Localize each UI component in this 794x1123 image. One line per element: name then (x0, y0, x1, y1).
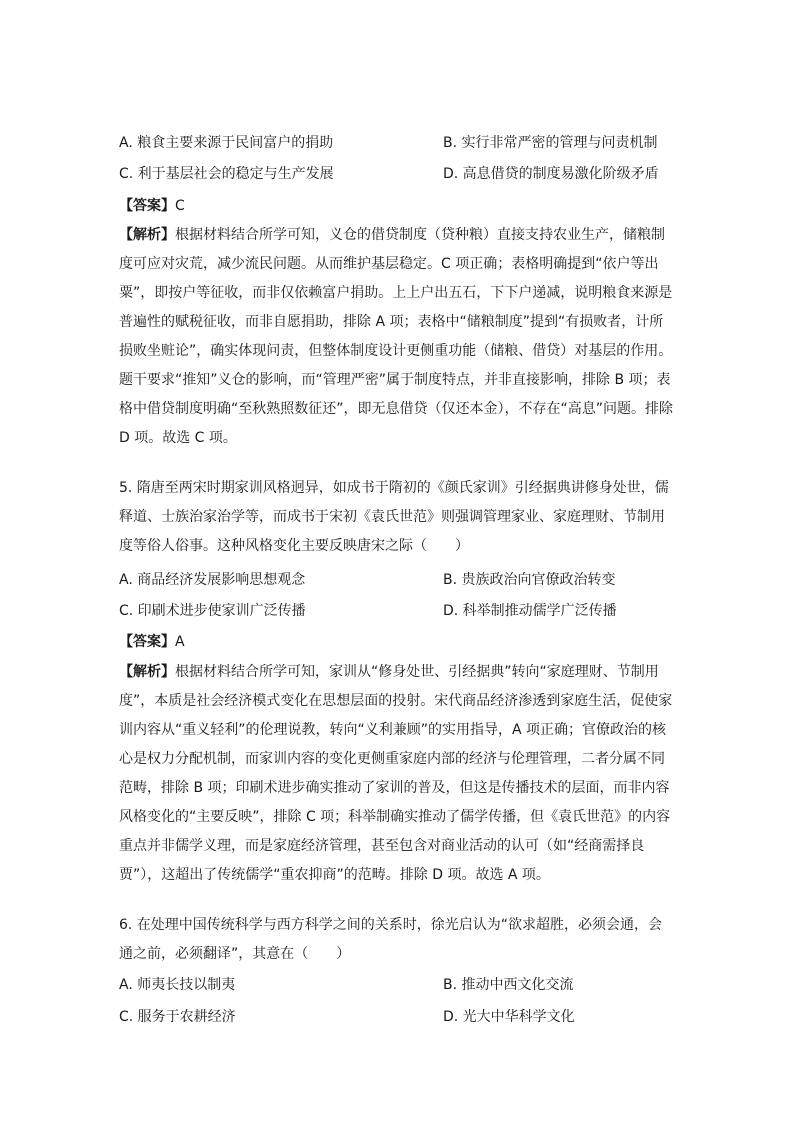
analysis-tag: 【解析】 (119, 227, 175, 243)
analysis-line: 普遍性的赋税征收，而非自愿捐助，排除 A 项；表格中“储粮制度”提到“有损败者，计所 (119, 314, 664, 330)
q5-stem (119, 474, 679, 561)
analysis-line: 题干要求“推知”义仓的影响，而“管理严密”属于制度特点，并非直接影响，排除 B 项；表 (119, 372, 671, 388)
analysis-line: 范畴，排除 B 项；印刷术进步确实推动了家训的普及，但这是传播技术的层面，而非内容 (119, 780, 670, 796)
q6-option-d: D. 光大中华科学文化 (443, 1009, 575, 1025)
analysis-tag: 【解析】 (119, 664, 175, 680)
q5-answer (119, 632, 185, 652)
q6-option-b: B. 推动中西文化交流 (443, 977, 574, 993)
stem-line: 通之前，必须翻译”，其意在（ ） (119, 946, 351, 962)
q4-analysis (119, 221, 679, 453)
q5-option-a: A. 商品经济发展影响思想观念 (119, 572, 306, 588)
answer-tag: 【答案】 (119, 198, 175, 214)
q4-answer (119, 196, 185, 216)
analysis-line: 粟”，即按户等征收，而非仅依赖富户捐助。上上户出五石，下下户递减，说明粮食来源是 (119, 285, 673, 301)
analysis-line: 重点并非儒学义理，而是家庭经济管理，甚至包含对商业活动的认可（如“经商需择良 (119, 838, 645, 854)
q5-option-b: B. 贵族政治向官僚政治转变 (443, 572, 616, 588)
analysis-line: 损败坐赃论”，确实体现问责，但整体制度设计更侧重功能（储粮、借贷）对基层的作用。 (119, 343, 673, 359)
analysis-line: 度”，本质是社会经济模式变化在思想层面的投射。宋代商品经济渗透到家庭生活，促使家 (119, 693, 673, 709)
analysis-line: 心是权力分配机制，而家训内容的变化更侧重家庭内部的经济与伦理管理，二者分属不同 (119, 751, 665, 767)
stem-line: 5. 隋唐至两宋时期家训风格迥异，如成书于隋初的《颜氏家训》引经据典讲修身处世，儒 (119, 480, 669, 496)
q6-option-a: A. 师夷长技以制夷 (119, 977, 236, 993)
analysis-line: 根据材料结合所学可知，义仓的借贷制度（贷种粮）直接支持农业生产，储粮制 (175, 227, 665, 243)
analysis-line: 根据材料结合所学可知，家训从“修身处世、引经据典”转向“家庭理财、节制用 (175, 664, 659, 680)
q5-analysis (119, 658, 679, 890)
q5-option-d: D. 科举制推动儒学广泛传播 (443, 603, 617, 619)
q4-option-c: C. 利于基层社会的稳定与生产发展 (119, 166, 334, 182)
q4-option-b: B. 实行非常严密的管理与问责机制 (443, 135, 658, 151)
answer-tag: 【答案】 (119, 634, 175, 650)
stem-line: 6. 在处理中国传统科学与西方科学之间的关系时，徐光启认为“欲求超胜，必须会通，会 (119, 917, 663, 933)
q6-stem (119, 911, 679, 969)
stem-line: 度等俗人俗事。这种风格变化主要反映唐宋之际（ ） (119, 538, 469, 554)
q4-option-d: D. 高息借贷的制度易激化阶级矛盾 (443, 166, 659, 182)
analysis-line: 风格变化的“主要反映”，排除 C 项；科举制确实推动了儒学传播，但《袁氏世范》的内容 (119, 809, 671, 825)
q6-option-c: C. 服务于农耕经济 (119, 1009, 236, 1025)
q4-option-a: A. 粮食主要来源于民间富户的捐助 (119, 135, 334, 151)
analysis-line: 格中借贷制度明确“至秋熟照数征还”，即无息借贷（仅还本金），不存在“高息”问题。排除 (119, 401, 674, 417)
answer-value: A (175, 634, 185, 650)
analysis-line: 度可应对灾荒，减少流民问题。从而维护基层稳定。C 项正确；表格明确提到“依户等出 (119, 256, 659, 272)
stem-line: 释道、士族治家治学等，而成书于宋初《袁氏世范》则强调管理家业、家庭理财、节制用 (119, 509, 665, 525)
analysis-line: D 项。故选 C 项。 (119, 430, 237, 446)
answer-value: C (175, 198, 185, 214)
analysis-line: 训内容从“重义轻利”的伦理说教，转向“义利兼顾”的实用指导，A 项正确；官僚政治的核 (119, 722, 667, 738)
q5-option-c: C. 印刷术进步使家训广泛传播 (119, 603, 306, 619)
analysis-line: 贾”），这超出了传统儒学“重农抑商”的范畴。排除 D 项。故选 A 项。 (119, 867, 550, 883)
